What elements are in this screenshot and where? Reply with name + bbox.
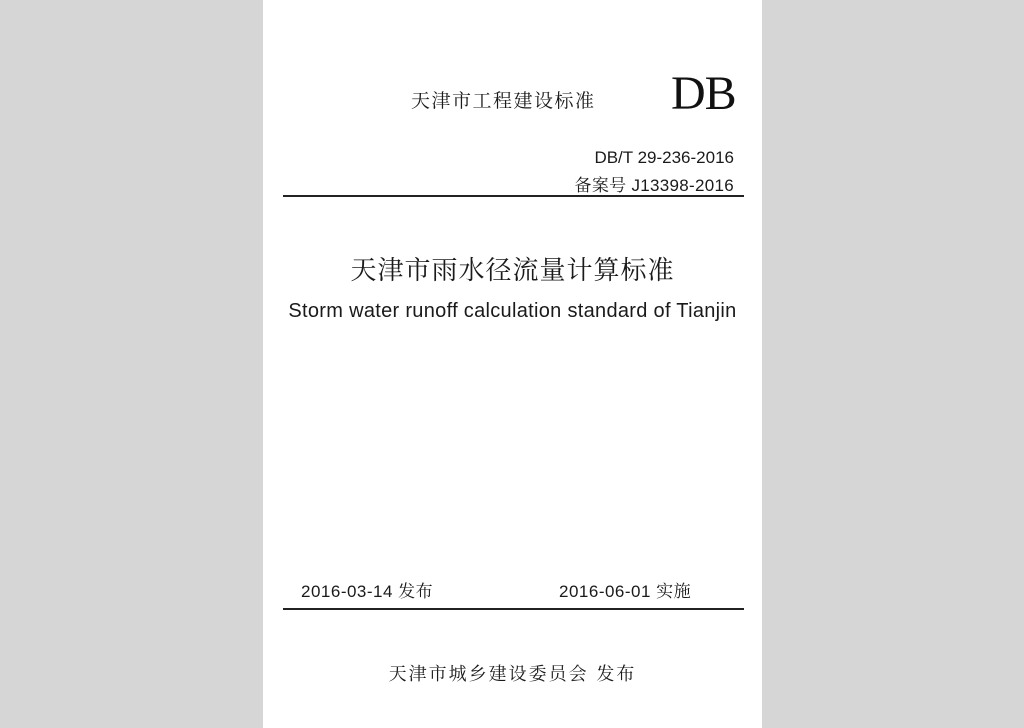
title-chinese: 天津市雨水径流量计算标准 [350,256,675,286]
issue-date: 2016-03-14 发布 [301,582,434,601]
top-divider [283,195,744,197]
db-logo: DB [671,67,736,120]
standard-number: DB/T 29-236-2016 [594,148,734,167]
bottom-divider [283,608,744,610]
implementation-date: 2016-06-01 实施 [559,582,692,601]
publisher: 天津市城乡建设委员会 发布 [388,664,637,685]
record-number: 备案号 J13398-2016 [574,176,734,195]
document-cover-page [263,0,762,728]
series-title: 天津市工程建设标准 [411,90,596,112]
title-english: Storm water runoff calculation standard of Tianjin [288,300,737,322]
